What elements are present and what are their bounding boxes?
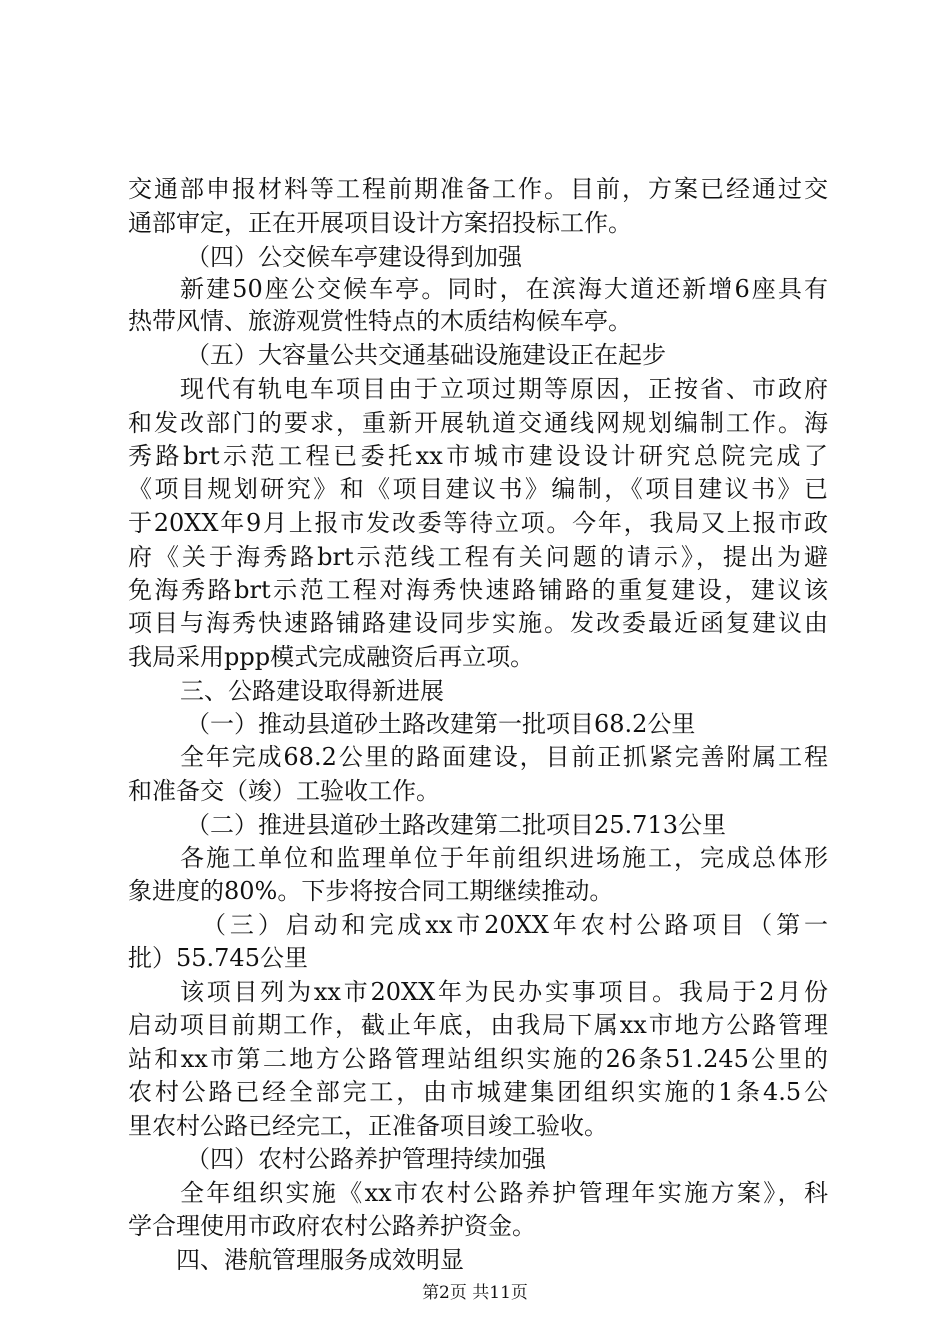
text-line: 秀路brt示范工程已委托xx市城市建设设计研究总院完成了	[128, 442, 828, 470]
text-line: 和发改部门的要求，重新开展轨道交通线网规划编制工作。海	[128, 409, 828, 437]
text-line: 象进度的80%。下步将按合同工期继续推动。	[128, 877, 614, 905]
section-heading: （三）启动和完成xx市20XX年农村公路项目（第一	[202, 911, 828, 939]
text-line: 交通部申报材料等工程前期准备工作。目前，方案已经通过交	[128, 175, 828, 203]
text-line: 各施工单位和监理单位于年前组织进场施工，完成总体形	[180, 844, 828, 872]
text-line: 于20XX年9月上报市发改委等待立项。今年，我局又上报市政	[128, 509, 828, 537]
section-heading: （二）推进县道砂土路改建第二批项目25.713公里	[186, 811, 726, 839]
text-line: 通部审定，正在开展项目设计方案招投标工作。	[128, 209, 632, 237]
text-line: 府《关于海秀路brt示范线工程有关问题的请示》，提出为避	[128, 543, 828, 571]
text-line: 农村公路已经全部完工，由市城建集团组织实施的1条4.5公	[128, 1078, 828, 1106]
section-heading: （五）大容量公共交通基础设施建设正在起步	[186, 341, 666, 369]
section-heading: （一）推动县道砂土路改建第一批项目68.2公里	[186, 710, 696, 738]
text-line: 免海秀路brt示范工程对海秀快速路铺路的重复建设，建议该	[128, 576, 828, 604]
section-heading: 四、港航管理服务成效明显	[176, 1246, 464, 1274]
text-line: 学合理使用市政府农村公路养护资金。	[128, 1212, 536, 1240]
section-heading: 批）55.745公里	[128, 944, 308, 972]
text-line: 全年完成68.2公里的路面建设，目前正抓紧完善附属工程	[180, 743, 828, 771]
text-line: 站和xx市第二地方公路管理站组织实施的26条51.245公里的	[128, 1045, 828, 1073]
section-heading: 三、公路建设取得新进展	[180, 677, 444, 705]
text-line: 我局采用ppp模式完成融资后再立项。	[128, 643, 535, 671]
text-line: 和准备交（竣）工验收工作。	[128, 777, 440, 805]
text-line: 热带风情、旅游观赏性特点的木质结构候车亭。	[128, 307, 632, 335]
section-heading: （四）农村公路养护管理持续加强	[186, 1145, 546, 1173]
text-line: 现代有轨电车项目由于立项过期等原因，正按省、市政府	[180, 375, 828, 403]
text-line: 新建50座公交候车亭。同时，在滨海大道还新增6座具有	[180, 275, 828, 303]
text-line: 项目与海秀快速路铺路建设同步实施。发改委最近函复建议由	[128, 609, 828, 637]
section-heading: （四）公交候车亭建设得到加强	[186, 243, 522, 271]
text-line: 全年组织实施《xx市农村公路养护管理年实施方案》，科	[180, 1179, 828, 1207]
text-line: 《项目规划研究》和《项目建议书》编制，《项目建议书》已	[128, 475, 828, 503]
page-footer: 第2页 共11页	[422, 1283, 528, 1303]
text-line: 启动项目前期工作，截止年底，由我局下属xx市地方公路管理	[128, 1011, 828, 1039]
text-line: 该项目列为xx市20XX年为民办实事项目。我局于2月份	[180, 978, 828, 1006]
text-line: 里农村公路已经完工，正准备项目竣工验收。	[128, 1112, 608, 1140]
